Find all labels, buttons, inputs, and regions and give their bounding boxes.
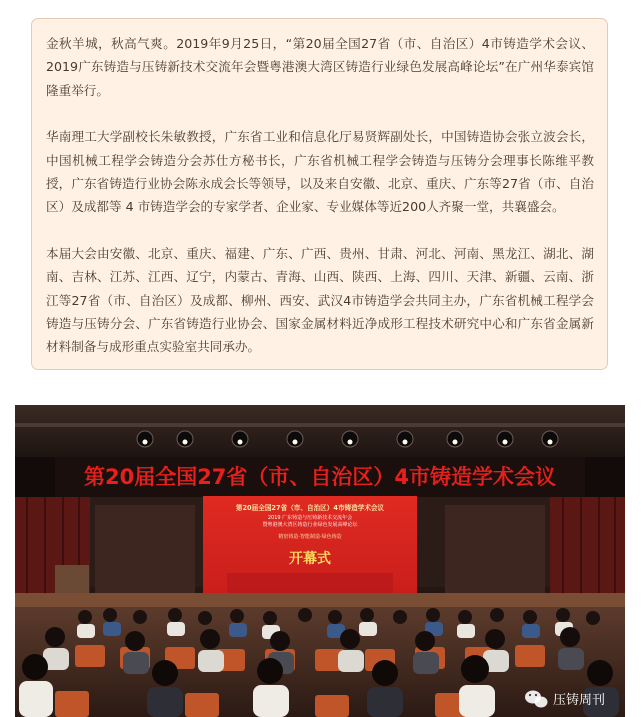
screen-title: 第20届全国27省（市、自治区）4市铸造学术会议 (235, 504, 385, 512)
screen-subtitle-1: 2019 广东铸造与压铸新技术交流年会 (267, 515, 353, 521)
article-paragraph: 华南理工大学副校长朱敏教授，广东省工业和信息化厅易贤辉副处长，中国铸造协会张立波会长，中国机械工程学会铸造分会苏仕方秘书长，广东省机械工程学会铸造与压铸分会理事长陈维平教授，广东省铸造行业协会陈永成会长等领导，以及来自安徽、北京、重庆、广东等27省（市、自治区）及成都等 4 市铸造学会的专家学者、企业家、专业媒体等近200人齐聚一堂，共襄盛会。 (46, 129, 594, 215)
banner-title: 第20届全国27省（市、自治区）4市铸造学术会议 (83, 465, 557, 489)
screen-slogan: 精密铸造·智能制造·绿色铸造 (278, 534, 342, 540)
screen-subtitle-2: 暨粤港澳大湾区铸造行业绿色发展高峰论坛 (262, 522, 358, 528)
watermark (525, 691, 605, 709)
screen-opening: 开幕式 (289, 551, 331, 567)
article-paragraph: 金秋羊城，秋高气爽。2019年9月25日，“第20届全国27省（市、自治区）4市铸造学术会议、2019广东铸造与压铸新技术交流年会暨粤港澳大湾区铸造行业绿色发展高峰论坛”在广州华泰宾馆隆重举行。 (46, 36, 594, 98)
conference-photo (15, 405, 625, 717)
watermark-text: 压铸周刊 (553, 693, 606, 708)
article-text-card (31, 18, 608, 370)
article-paragraph: 本届大会由安徽、北京、重庆、福建、广东、广西、贵州、甘肃、河北、河南、黑龙江、湖北、湖南、吉林、江苏、江西、辽宁，内蒙古、青海、山西、陕西、上海、四川、天津、新疆、云南、浙江等27省（市、自治区）及成都、柳州、西安、武汉4市铸造学会共同主办，广东省机械工程学会铸造与压铸分会、广东省铸造行业协会、国家金属材料近净成形工程技术研究中心和广东省金属新材料制备与成形重点实验室共同承办。 (46, 245, 594, 355)
